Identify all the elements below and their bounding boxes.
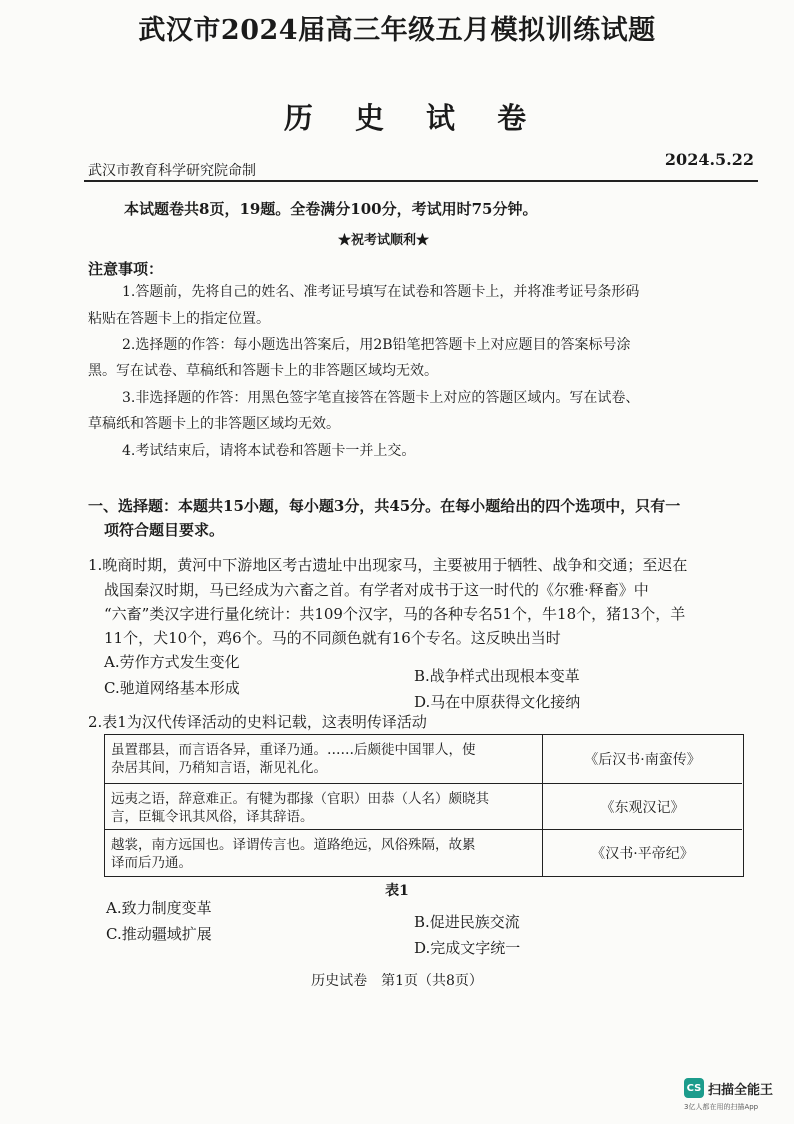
exam-title: 武汉市2024届高三年级五月模拟训练试题 xyxy=(138,15,656,46)
note-line: 草稿纸和答题卡上的非答题区域均无效。 xyxy=(88,416,340,432)
note-line: 4.考试结束后，请将本试卷和答题卡一并上交。 xyxy=(122,443,416,459)
table-cell-source: 《东观汉记》 xyxy=(542,784,742,829)
subject-title: 历 史 试 卷 xyxy=(283,101,543,135)
exam-intro: 本试题卷共8页，19题。全卷满分100分，考试用时75分钟。 xyxy=(124,200,538,218)
note-line: 粘贴在答题卡上的指定位置。 xyxy=(88,311,270,327)
option-d: D.完成文字统一 xyxy=(414,939,521,957)
table-text-line: 译而后乃通。 xyxy=(111,855,192,871)
note-line: 2.选择题的作答：每小题选出答案后，用2B铅笔把答题卡上对应题目的答案标号涂 xyxy=(122,337,631,353)
option-a: A.劳作方式发生变化 xyxy=(104,653,240,671)
note-line: 黑。写在试卷、草稿纸和答题卡上的非答题区域均无效。 xyxy=(88,363,438,379)
question-stem: 2.表1为汉代传译活动的史料记载，这表明传译活动 xyxy=(88,713,427,731)
option-c: C.驰道网络基本形成 xyxy=(104,679,240,697)
table-text-line: 言，臣辄令讯其风俗，译其辞语。 xyxy=(111,809,314,825)
table-row xyxy=(105,830,742,876)
table-cell-text xyxy=(111,741,531,777)
camscanner-name: 扫描全能王 xyxy=(708,1083,774,1098)
question-stem-line: “六畜”类汉字进行量化统计：共109个汉字，马的各种专名51个，牛18个，猪13个，羊 xyxy=(104,605,686,623)
note-line: 3.非选择题的作答：用黑色签字笔直接答在答题卡上对应的答题区域内。写在试卷、 xyxy=(122,390,640,406)
section-title: 一、选择题：本题共15小题，每小题3分，共45分。在每小题给出的四个选项中，只有一 xyxy=(88,497,681,515)
header-divider xyxy=(84,180,758,182)
exam-date: 2024.5.22 xyxy=(664,150,754,169)
table-cell-source: 《汉书·平帝纪》 xyxy=(542,830,742,876)
note-line: 1.答题前，先将自己的姓名、准考证号填写在试卷和答题卡上，并将准考证号条形码 xyxy=(122,284,640,300)
option-d: D.马在中原获得文化接纳 xyxy=(414,693,581,711)
option-b: B.战争样式出现根本变革 xyxy=(414,667,580,685)
question-stem-line: 战国秦汉时期，马已经成为六畜之首。有学者对成书于这一时代的《尔雅·释畜》中 xyxy=(104,581,649,599)
question-stem-line: 11个，犬10个，鸡6个。马的不同颜色就有16个专名。这反映出当时 xyxy=(104,629,561,647)
table-cell-source: 《后汉书·南蛮传》 xyxy=(542,735,742,783)
good-luck-banner: ★祝考试顺利★ xyxy=(338,233,430,248)
table-row xyxy=(105,784,742,830)
table-text-line: 虽置郡县，而言语各异，重译乃通。……后颇徙中国罪人，使 xyxy=(111,742,476,758)
table-row xyxy=(105,735,742,784)
table-text-line: 杂居其间，乃稍知言语，渐见礼化。 xyxy=(111,760,327,776)
camscanner-logo-icon: CS xyxy=(684,1078,704,1098)
option-c: C.推动疆域扩展 xyxy=(106,925,212,943)
table-cell-text xyxy=(111,790,531,826)
table-text-line: 远夷之语，辞意难正。有犍为郡掾（官职）田恭（人名）颇晓其 xyxy=(111,791,489,807)
table-cell-text xyxy=(111,836,531,872)
section-title-cont: 项符合题目要求。 xyxy=(104,521,225,539)
issuing-organization: 武汉市教育科学研究院命制 xyxy=(88,163,256,179)
table-caption: 表1 xyxy=(385,883,409,899)
table-text-line: 越裳，南方远国也。译谓传言也。道路绝远，风俗殊隔，故累 xyxy=(111,837,476,853)
source-table xyxy=(104,734,744,877)
page-footer: 历史试卷 第1页（共8页） xyxy=(311,973,483,989)
camscanner-tagline: 3亿人都在用的扫描App xyxy=(684,1103,759,1111)
option-b: B.促进民族交流 xyxy=(414,913,520,931)
option-a: A.致力制度变革 xyxy=(106,899,212,917)
question-stem-line: 1.晚商时期，黄河中下游地区考古遗址中出现家马，主要被用于牺牲、战争和交通；至迟在 xyxy=(88,556,688,574)
notes-heading: 注意事项： xyxy=(88,260,164,278)
